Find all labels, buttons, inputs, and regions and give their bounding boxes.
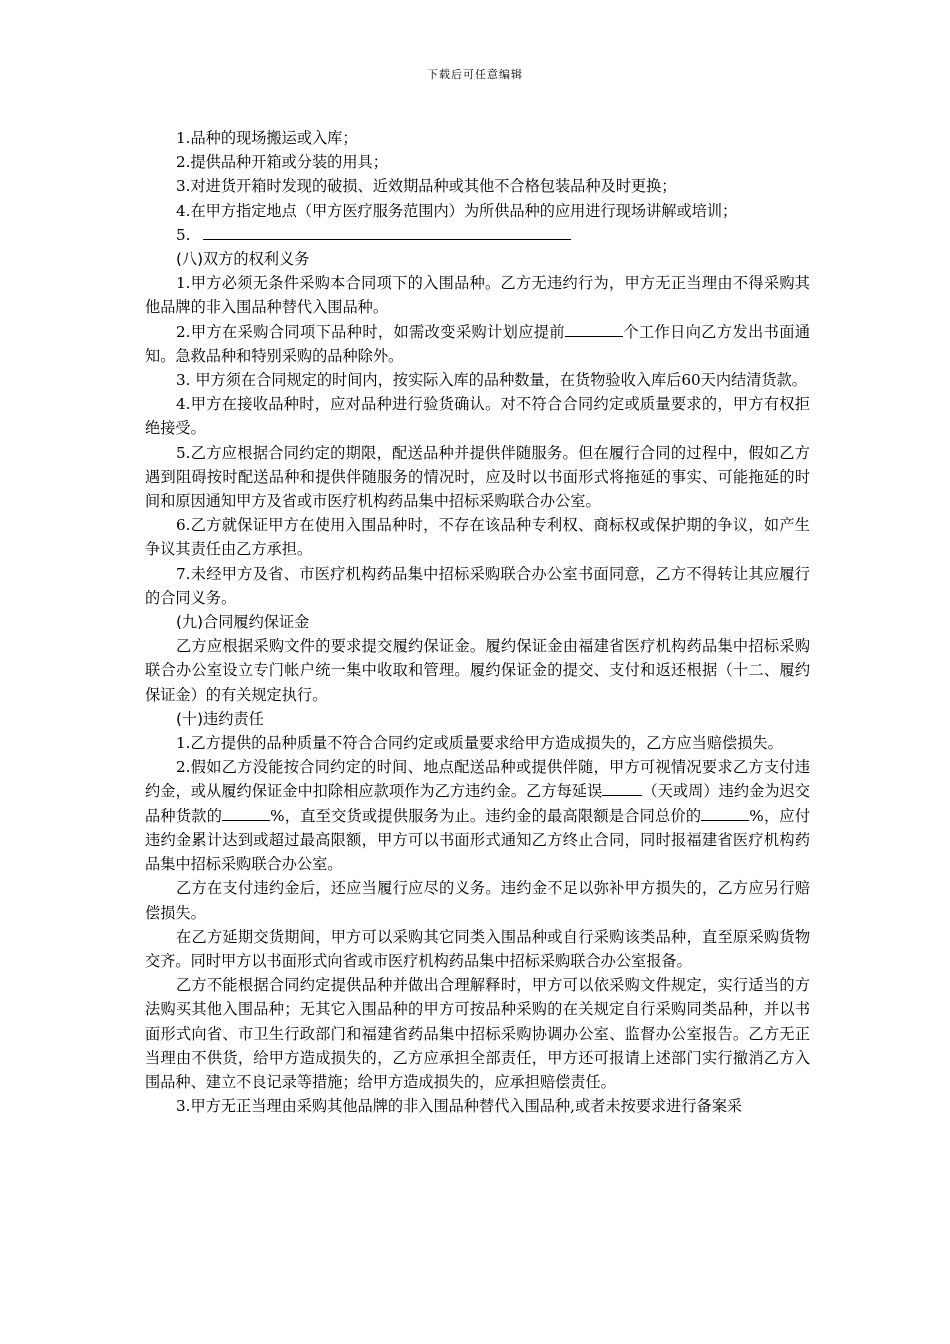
section-8-title: (八)双方的权利义务 <box>176 250 310 269</box>
fill-in-blank <box>222 806 270 821</box>
list-item: 4.在甲方指定地点（甲方医疗服务范围内）为所供品种的应用进行现场讲解或培训； <box>176 201 738 220</box>
section-10-title: (十)违约责任 <box>176 709 264 728</box>
paragraph: 7.未经甲方及省、市医疗机构药品集中招标采购联合办公室书面同意，乙方不得转让其应履行的合同义务。 <box>145 564 810 607</box>
paragraph: 6.乙方就保证甲方在使用入围品种时，不存在该品种专利权、商标权或保护期的争议，如产生争议其责任由乙方承担。 <box>145 516 810 559</box>
paragraph: 4.甲方在接收品种时，应对品种进行验货确认。对不符合合同约定或质量要求的，甲方有权拒绝接受。 <box>145 395 810 438</box>
paragraph-text: 个工作日向乙方发出书面通知。急救品种和特别采购的品种除外。 <box>145 322 811 365</box>
paragraph-text: （天或周）违约金为迟交品种货款的 <box>145 782 811 825</box>
paragraph-text: %，直至交货或提供服务为止。违约金的最高限额是合同总价的 <box>270 806 702 825</box>
paragraph-text: 2.假如乙方没能按合同约定的时间、地点配送品种或提供伴随，甲方可视情况要求乙方支付违约金，或从履约保证金中扣除相应款项作为乙方违约金。乙方每延误 <box>145 758 810 801</box>
paragraph: 5.乙方应根据合同约定的期限，配送品种并提供伴随服务。但在履行合同的过程中，假如乙方遇到阻碍按时配送品种和提供伴随服务的情况时，应及时以书面形式将拖延的事实、可能拖延的时间和原因通知甲方及省或市医疗机构药品集中招标采购联合办公室。 <box>145 443 810 511</box>
page-header: 下载后可任意编辑 <box>427 68 523 81</box>
list-item: 3.对进货开箱时发现的破损、近效期品种或其他不合格包装品种及时更换； <box>176 177 677 196</box>
paragraph: 乙方在支付违约金后，还应当履行应尽的义务。违约金不足以弥补甲方损失的，乙方应另行赔偿损失。 <box>145 879 810 922</box>
paragraph-text: 2.甲方在采购合同项下品种时，如需改变采购计划应提前 <box>176 322 565 341</box>
list-item: 2.提供品种开箱或分装的用具； <box>176 153 388 172</box>
paragraph: 乙方不能根据合同约定提供品种并做出合理解释时，甲方可以依采购文件规定，实行适当的方法购买其他入围品种；无其它入围品种的甲方可按品种采购的在关规定自行采购同类品种，并以书面形式向省、市卫生行政部门和福建省药品集中招标采购协调办公室、监督办公室报告。乙方无正当理由不供货，给甲方造成损失的，乙方应承担全部责任，甲方还可报请上述部门实行撤消乙方入围品种、建立不良记录等措施；给甲方造成损失的，应承担赔偿责任。 <box>145 976 810 1091</box>
paragraph: 1.乙方提供的品种质量不符合合同约定或质量要求给甲方造成损失的，乙方应当赔偿损失。 <box>176 734 783 753</box>
list-item: 1.品种的现场搬运或入库； <box>176 129 358 147</box>
fill-in-blank <box>203 224 571 240</box>
paragraph: 3. 甲方须在合同规定的时间内，按实际入库的品种数量，在货物验收入库后60天内结清货款。 <box>176 371 807 390</box>
paragraph: 在乙方延期交货期间，甲方可以采购其它同类入围品种或自行采购该类品种，直至原采购货物交齐。同时甲方以书面形式向省或市医疗机构药品集中招标采购联合办公室报备。 <box>145 927 810 970</box>
document-body <box>145 126 810 1118</box>
list-item-number: 5. <box>176 225 191 244</box>
paragraph <box>145 320 810 368</box>
paragraph: 3.甲方无正当理由采购其他品牌的非入围品种替代入围品种,或者未按要求进行备案采 <box>176 1097 743 1116</box>
paragraph <box>145 755 810 876</box>
section-9-title: (九)合同履约保证金 <box>176 613 310 632</box>
list-item <box>145 223 810 247</box>
paragraph: 乙方应根据采购文件的要求提交履约保证金。履约保证金由福建省医疗机构药品集中招标采购联合办公室设立专门帐户统一集中收取和管理。履约保证金的提交、支付和返还根据（十二、履约保证金）的有关规定执行。 <box>145 637 810 704</box>
fill-in-blank <box>565 322 623 337</box>
fill-in-blank <box>602 781 642 796</box>
paragraph: 1.甲方必须无条件采购本合同项下的入围品种。乙方无违约行为，甲方无正当理由不得采购其他品牌的非入围品种替代入围品种。 <box>145 274 810 317</box>
fill-in-blank <box>701 806 749 821</box>
paragraph-text: %，应付违约金累计达到或超过最高限额，甲方可以书面形式通知乙方终止合同，同时报福建省医疗机构药品集中招标采购联合办公室。 <box>145 806 811 874</box>
